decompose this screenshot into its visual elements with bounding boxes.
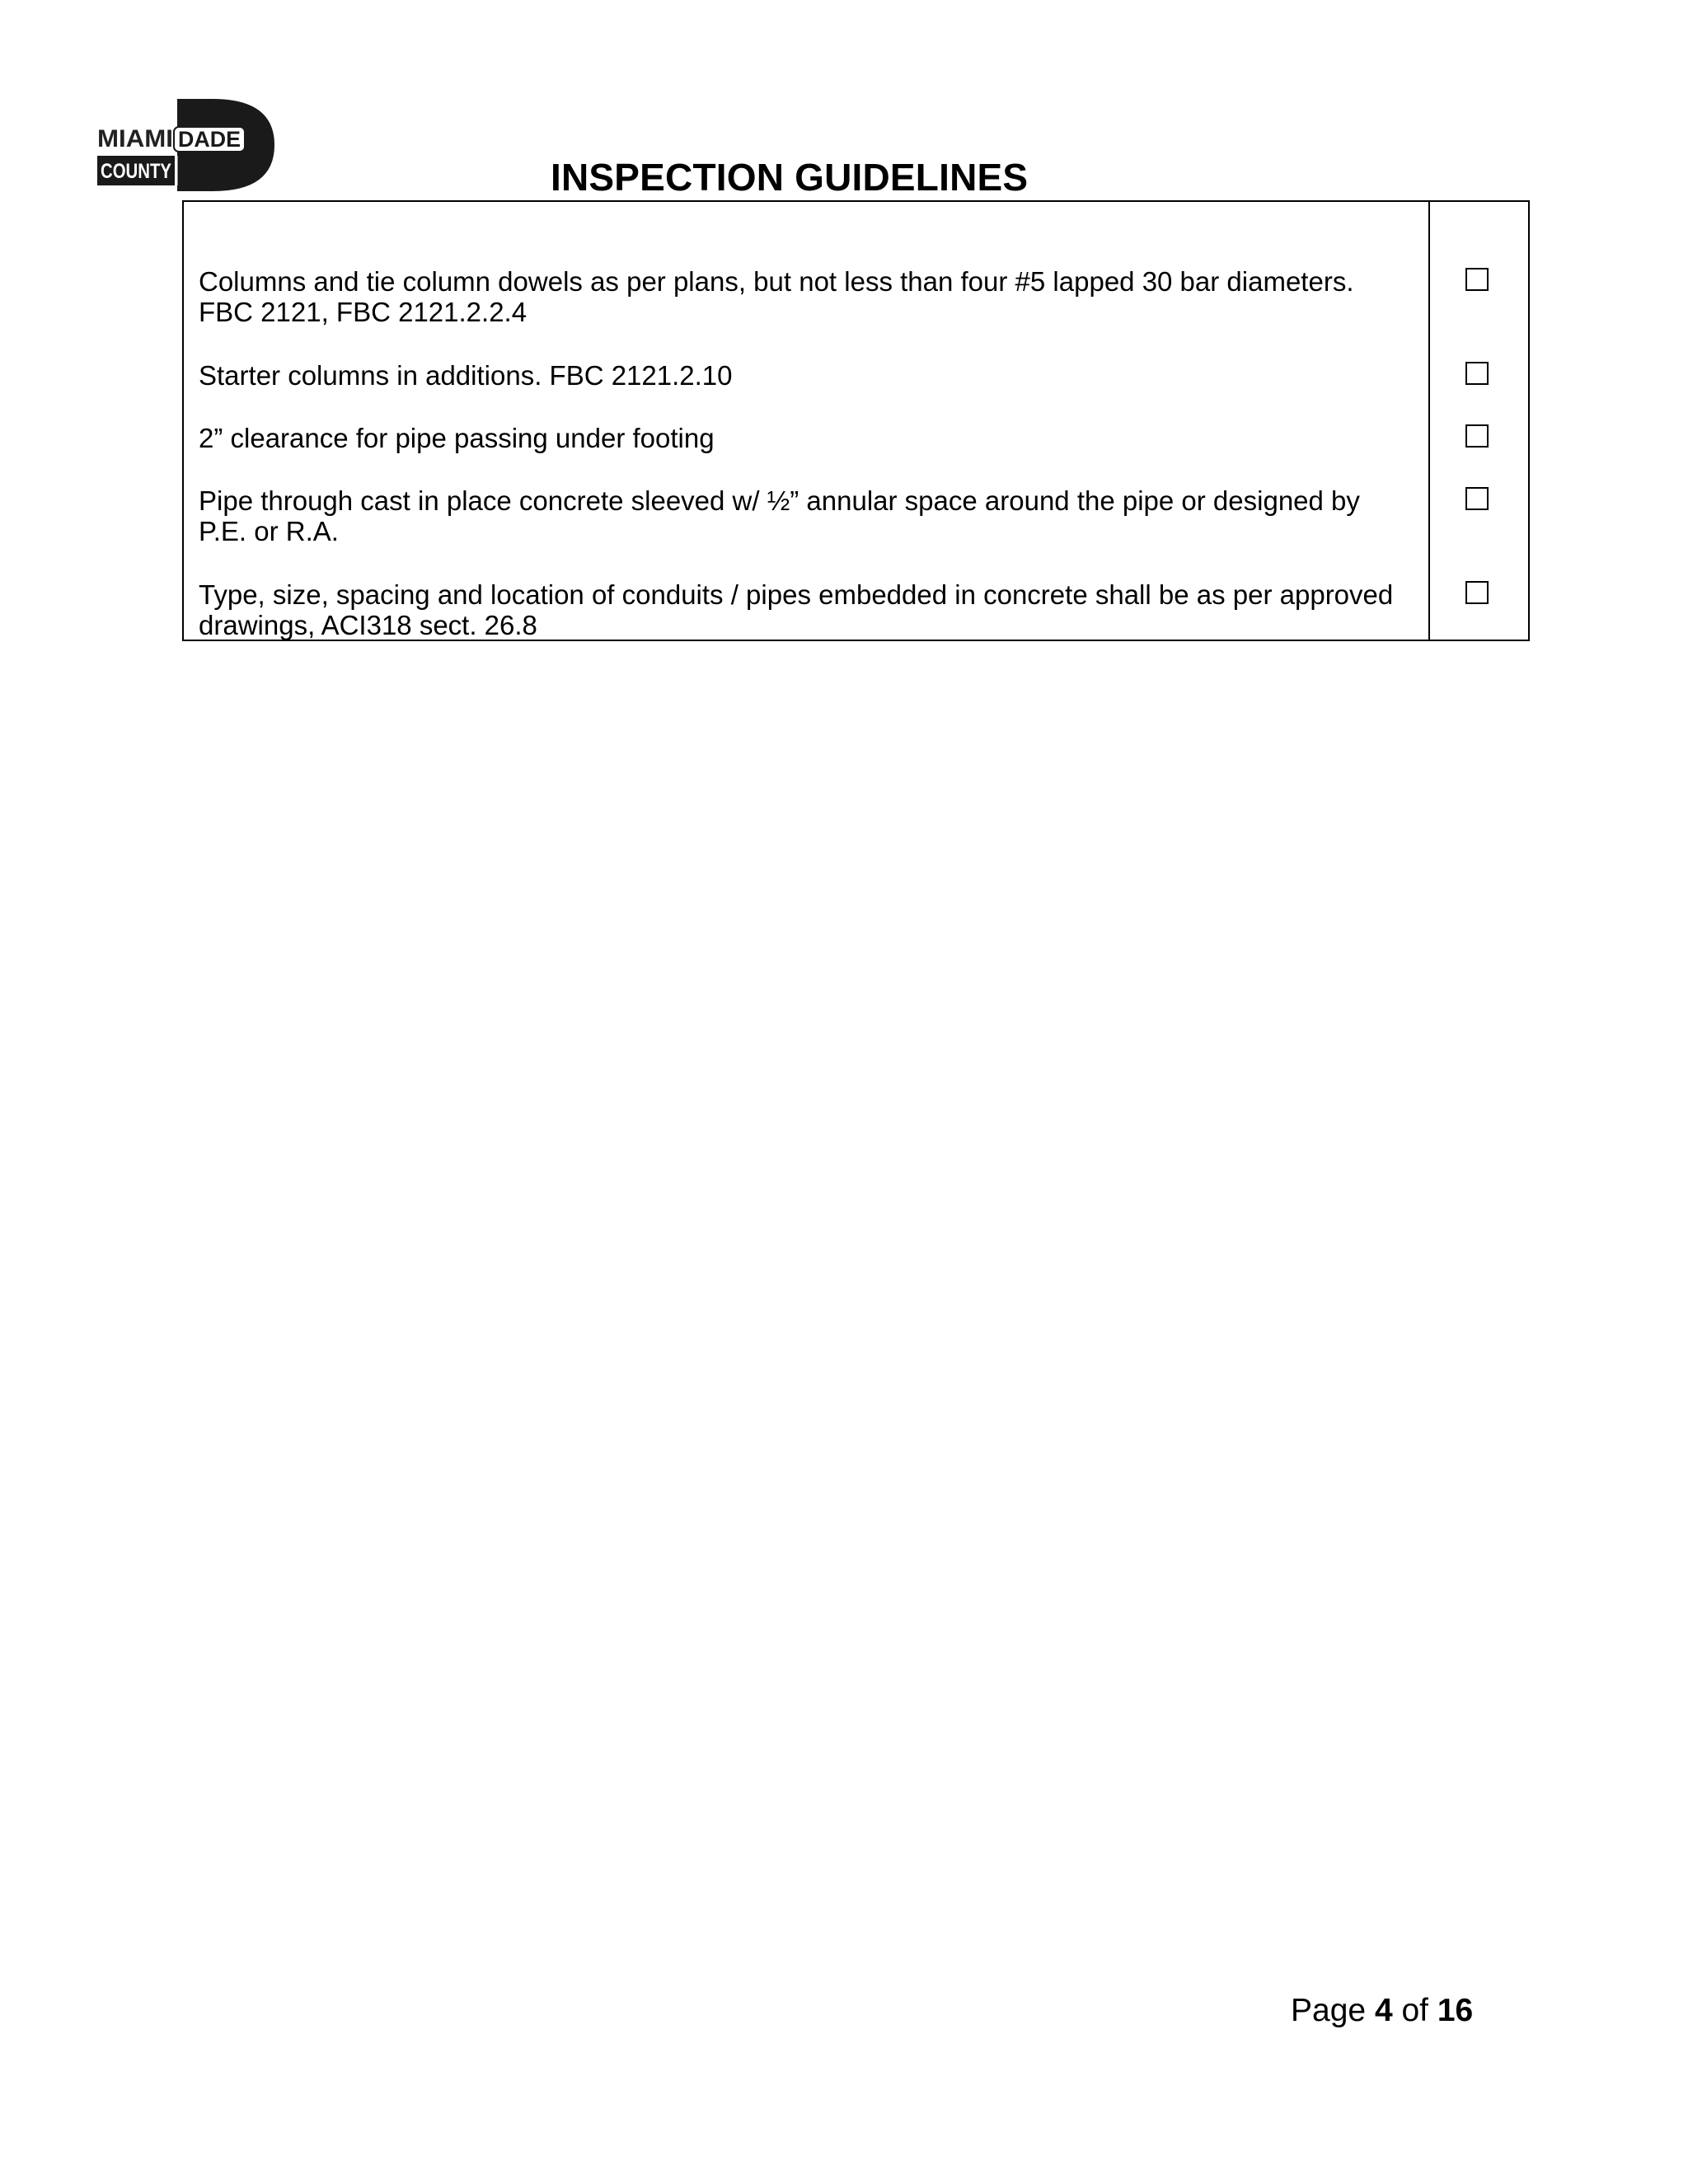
item-text-line: Starter columns in additions. FBC 2121.2.10 — [199, 360, 733, 391]
item-text-line: FBC 2121, FBC 2121.2.2.4 — [199, 297, 528, 327]
checklist-item-1 — [199, 266, 1418, 327]
item-text-line: 2” clearance for pipe passing under footing — [199, 423, 715, 453]
inspection-checklist — [182, 200, 1530, 641]
page-total: 16 — [1437, 1993, 1474, 2028]
checklist-item-5-checkbox[interactable] — [1465, 581, 1489, 604]
page-label: Page — [1291, 1993, 1367, 2028]
checklist-item-4-checkbox[interactable] — [1465, 487, 1489, 510]
document-title: INSPECTION GUIDELINES — [551, 156, 1029, 199]
checklist-item-4 — [199, 485, 1418, 546]
page-current: 4 — [1374, 1993, 1393, 2028]
item-text-line: Type, size, spacing and location of conduits / pipes embedded in concrete shall be as per approved — [199, 579, 1394, 610]
page-of: of — [1401, 1993, 1429, 2028]
item-text-line: drawings, ACI318 sect. 26.8 — [199, 610, 537, 640]
checklist-item-3 — [199, 423, 1418, 453]
column-divider — [1428, 202, 1430, 640]
svg-text:COUNTY: COUNTY — [101, 160, 172, 183]
page-number — [1291, 1993, 1473, 2029]
item-text-line: Pipe through cast in place concrete sleeved w/ ½” annular space around the pipe or designed by — [199, 485, 1360, 516]
checklist-item-2 — [199, 360, 1418, 391]
miami-dade-county-logo — [97, 97, 279, 193]
item-text-line: P.E. or R.A. — [199, 516, 339, 546]
svg-text:MIAMI: MIAMI — [97, 125, 173, 152]
svg-text:DADE: DADE — [178, 127, 241, 152]
item-text-line: Columns and tie column dowels as per plans, but not less than four #5 lapped 30 bar diameters. — [199, 266, 1354, 297]
checklist-item-2-checkbox[interactable] — [1465, 362, 1489, 385]
checklist-item-5 — [199, 579, 1418, 640]
checklist-item-1-checkbox[interactable] — [1465, 268, 1489, 291]
checklist-item-3-checkbox[interactable] — [1465, 424, 1489, 448]
